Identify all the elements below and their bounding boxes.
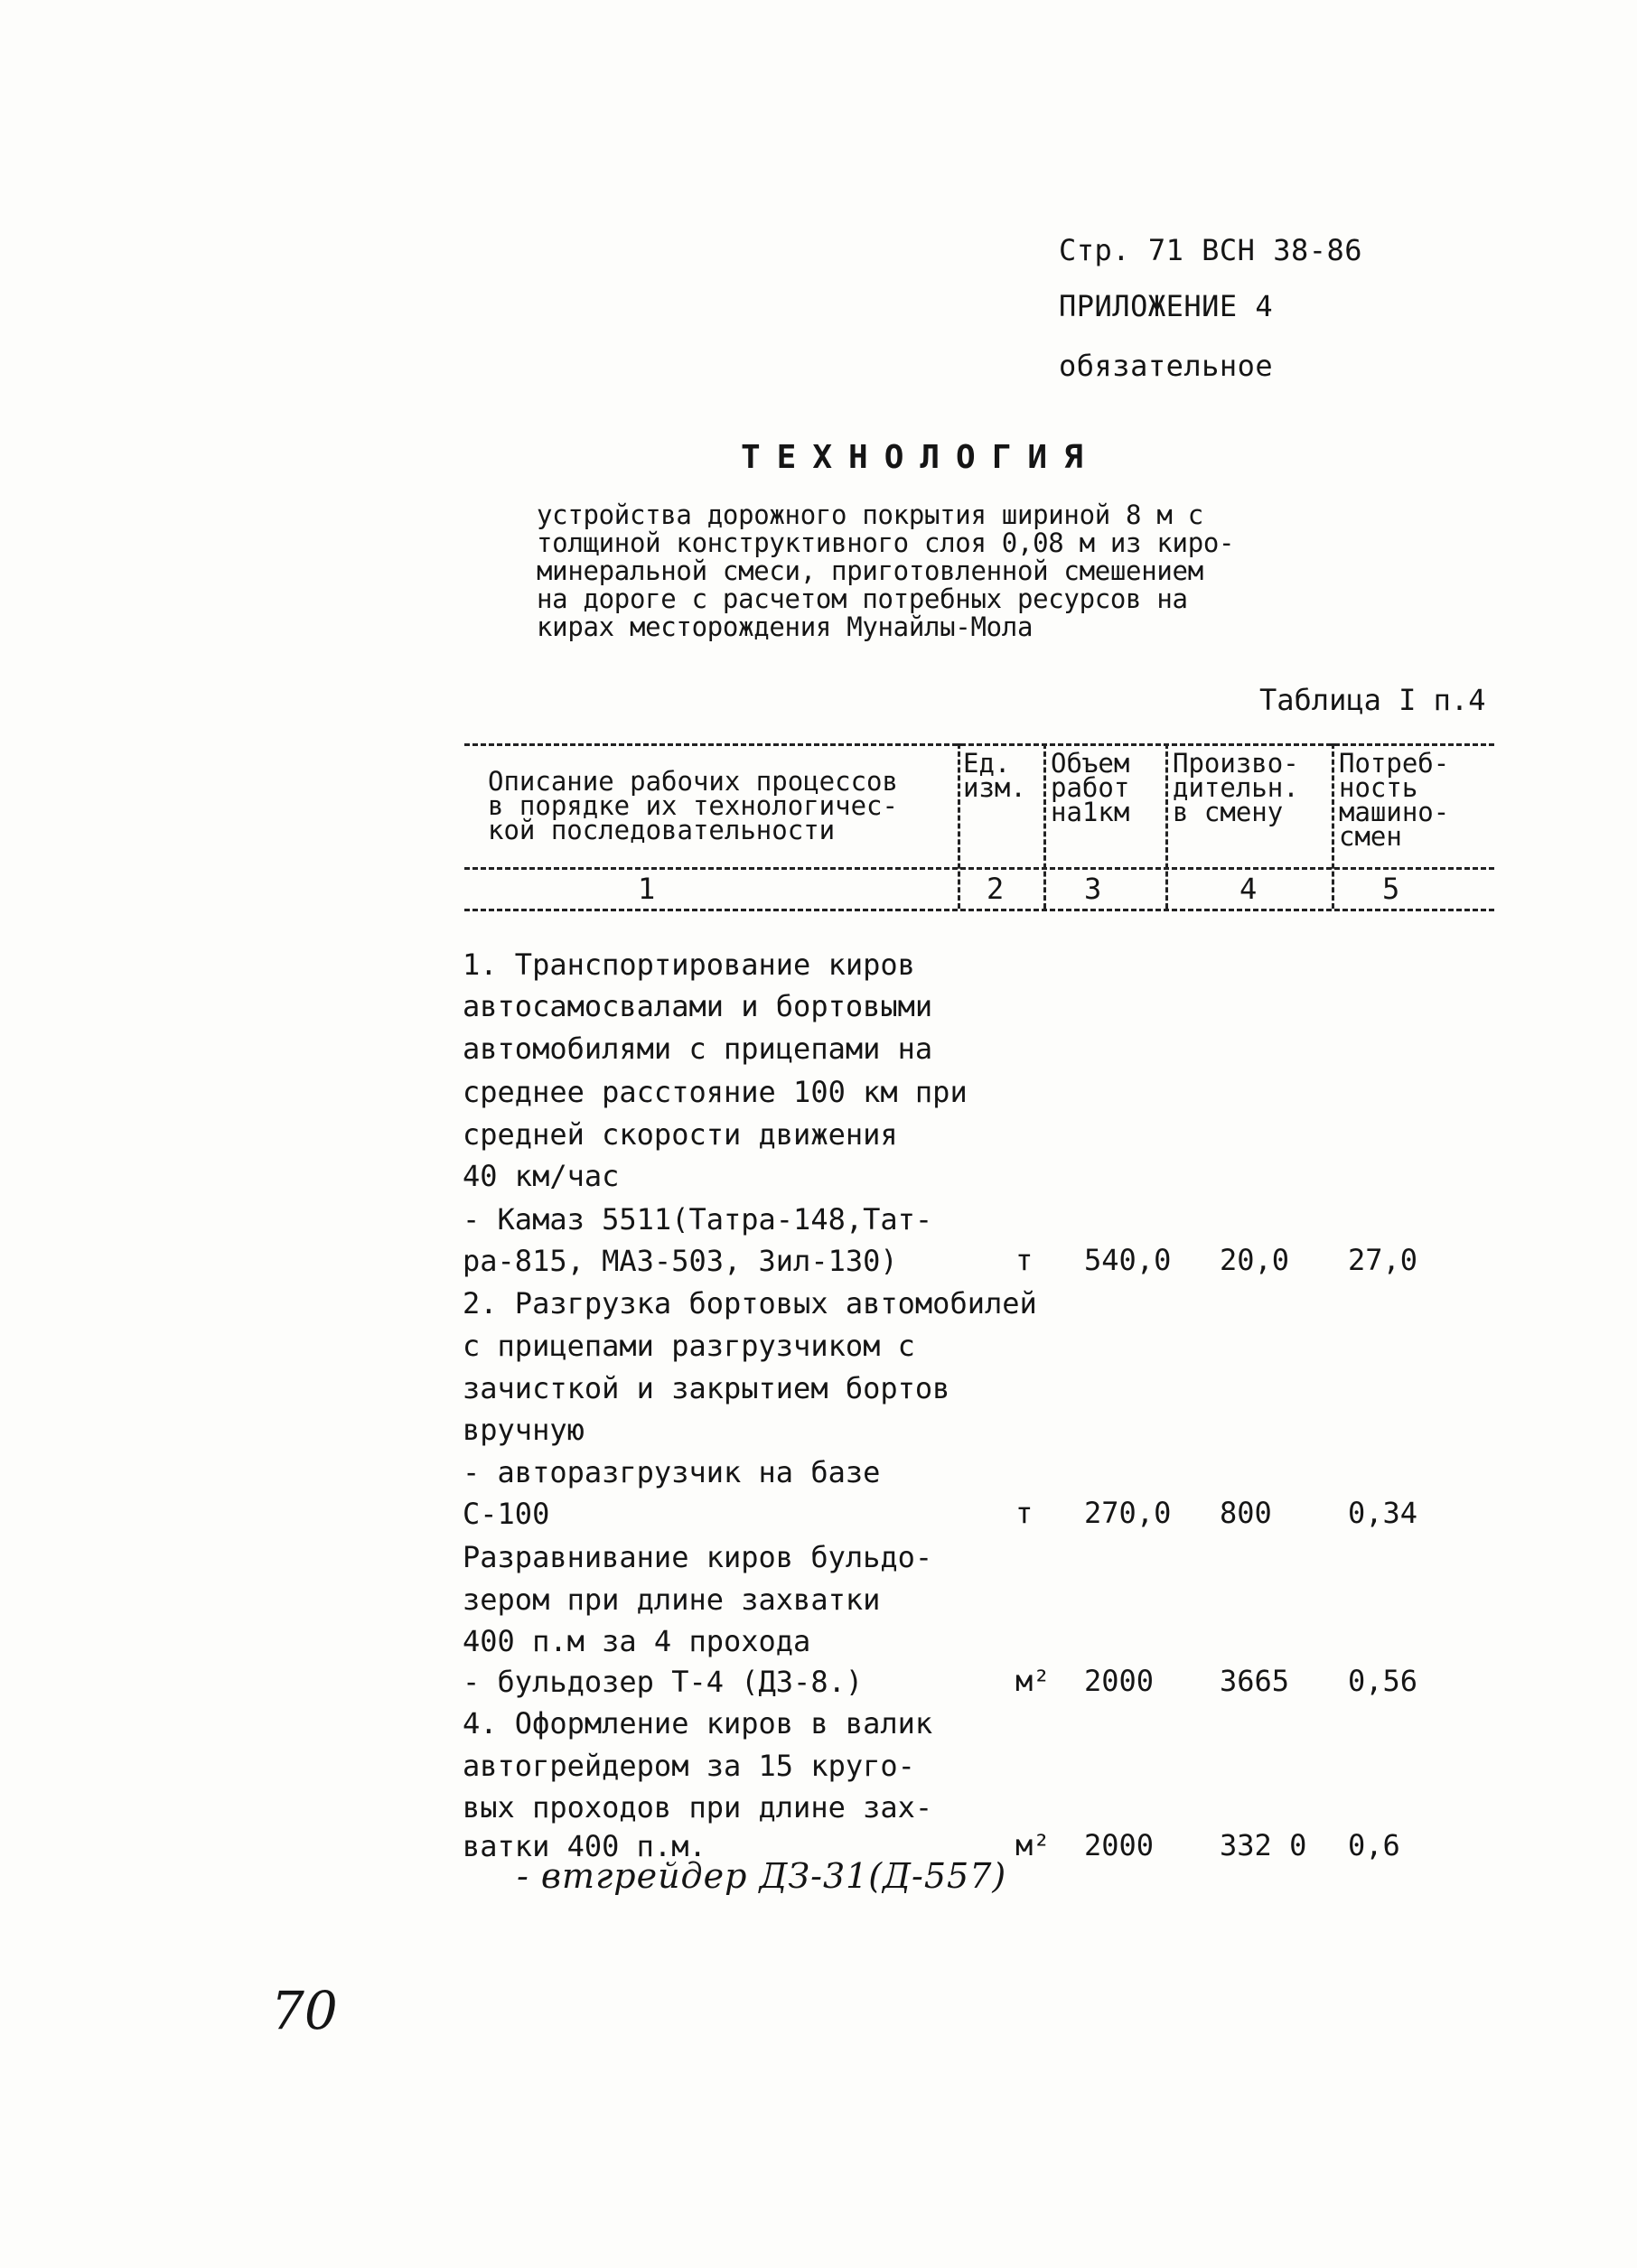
header-line: смен: [1339, 821, 1402, 852]
row-4-line: 4. Оформление киров в валик: [463, 1706, 933, 1741]
column-divider: [1165, 743, 1168, 909]
row-1-machine-shifts: 27,0: [1348, 1243, 1418, 1277]
row-3-line: 400 п.м за 4 прохода: [463, 1624, 811, 1658]
row-1-unit: т: [1015, 1243, 1034, 1277]
row-1-line: ра-815, МАЗ-503, Зил-130): [463, 1244, 898, 1278]
row-4-line: автогрейдером за 15 круго-: [463, 1749, 915, 1783]
column-divider: [1332, 743, 1334, 909]
header-line: в порядке их технологичес-: [488, 790, 898, 821]
row-1-line: 40 км/час: [463, 1159, 620, 1193]
row-2-line: 2. Разгрузка бортовых автомобилей: [463, 1286, 1037, 1321]
row-1-productivity: 20,0: [1220, 1243, 1290, 1277]
header-productivity: [1173, 748, 1299, 827]
header-line: на1км: [1051, 797, 1130, 827]
row-3-line: Разравнивание киров бульдо-: [463, 1540, 933, 1574]
page-reference: Стр. 71 ВСН 38-86: [1059, 233, 1363, 267]
header-line: Объем: [1051, 748, 1130, 779]
header-line: работ: [1051, 772, 1130, 803]
row-1-line: среднее расстояние 100 км при: [463, 1075, 968, 1109]
table-header-rule: [464, 867, 1494, 870]
row-3-line: - бульдозер Т-4 (ДЗ-8.): [463, 1665, 864, 1699]
subtitle-line: толщиной конструктивного слоя 0,08 м из киро-: [537, 527, 1235, 558]
row-4-unit: м²: [1015, 1828, 1051, 1862]
document-title: ТЕХНОЛОГИЯ: [741, 439, 1099, 476]
column-number: 4: [1239, 872, 1258, 906]
appendix-status: обязательное: [1059, 349, 1274, 383]
header-line: Описание рабочих процессов: [488, 766, 898, 797]
row-3-line: зером при длине захватки: [463, 1582, 881, 1617]
header-description: [488, 766, 898, 845]
header-line: ность: [1339, 772, 1418, 803]
header-line: машино-: [1339, 797, 1450, 827]
row-3-productivity: 3665: [1220, 1664, 1290, 1698]
column-number: 5: [1382, 872, 1400, 906]
header-line: Ед.: [963, 748, 1011, 779]
row-4-line: вых проходов при длине зах-: [463, 1790, 933, 1825]
row-1-volume: 540,0: [1084, 1243, 1172, 1277]
row-2-machine-shifts: 0,34: [1348, 1496, 1418, 1530]
document-subtitle: [537, 501, 1350, 641]
row-4-machine-shifts: 0,6: [1348, 1828, 1400, 1862]
column-number: 1: [638, 872, 656, 906]
table-numbers-rule: [464, 909, 1494, 911]
header-unit: [963, 748, 1026, 803]
row-2-unit: т: [1015, 1496, 1034, 1530]
row-1-line: средней скорости движения: [463, 1117, 898, 1152]
row-4-line: ватки 400 п.м.: [463, 1829, 706, 1863]
header-line: Произво-: [1173, 748, 1299, 779]
header-line: дительн.: [1173, 772, 1299, 803]
column-divider: [1043, 743, 1046, 909]
subtitle-line: минеральной смеси, приготовленной смешением: [537, 555, 1203, 586]
row-2-line: зачисткой и закрытием бортов: [463, 1371, 950, 1405]
handwritten-note: - втгрейдер ДЗ-31(Д-557): [517, 1856, 1007, 1896]
row-2-productivity: 800: [1220, 1496, 1272, 1530]
column-divider: [958, 743, 960, 909]
row-1-line: автомобилями с прицепами на: [463, 1031, 933, 1066]
header-line: Потреб-: [1339, 748, 1450, 779]
row-1-line: автосамосвалами и бортовыми: [463, 989, 933, 1023]
appendix-label: ПРИЛОЖЕНИЕ 4: [1059, 289, 1274, 323]
header-line: изм.: [963, 772, 1026, 803]
page-number: 70: [271, 1980, 338, 2041]
table-label: Таблица I п.4: [1259, 683, 1486, 717]
column-number: 2: [987, 872, 1005, 906]
header-volume: [1051, 748, 1130, 827]
row-1-line: - Камаз 5511(Татра-148,Тат-: [463, 1202, 933, 1237]
row-4-productivity: 332 0: [1220, 1828, 1307, 1862]
row-1-line: 1. Транспортирование киров: [463, 947, 915, 982]
row-2-line: с прицепами разгрузчиком с: [463, 1329, 915, 1363]
subtitle-line: кирах месторождения Мунайлы-Мола: [537, 611, 1034, 642]
row-2-volume: 270,0: [1084, 1496, 1172, 1530]
row-3-machine-shifts: 0,56: [1348, 1664, 1418, 1698]
table-top-rule: [464, 743, 1494, 746]
row-3-volume: 2000: [1084, 1664, 1155, 1698]
header-line: кой последовательности: [488, 815, 836, 845]
header-line: в смену: [1173, 797, 1284, 827]
row-3-unit: м²: [1015, 1664, 1051, 1698]
row-2-line: вручную: [463, 1413, 585, 1447]
column-number: 3: [1084, 872, 1102, 906]
row-2-line: - авторазгрузчик на базе: [463, 1455, 881, 1489]
subtitle-line: устройства дорожного покрытия шириной 8 м с: [537, 499, 1203, 530]
row-4-volume: 2000: [1084, 1828, 1155, 1862]
subtitle-line: на дороге с расчетом потребных ресурсов на: [537, 583, 1188, 614]
row-2-line: С-100: [463, 1497, 550, 1531]
header-machine-shifts: [1339, 748, 1450, 852]
